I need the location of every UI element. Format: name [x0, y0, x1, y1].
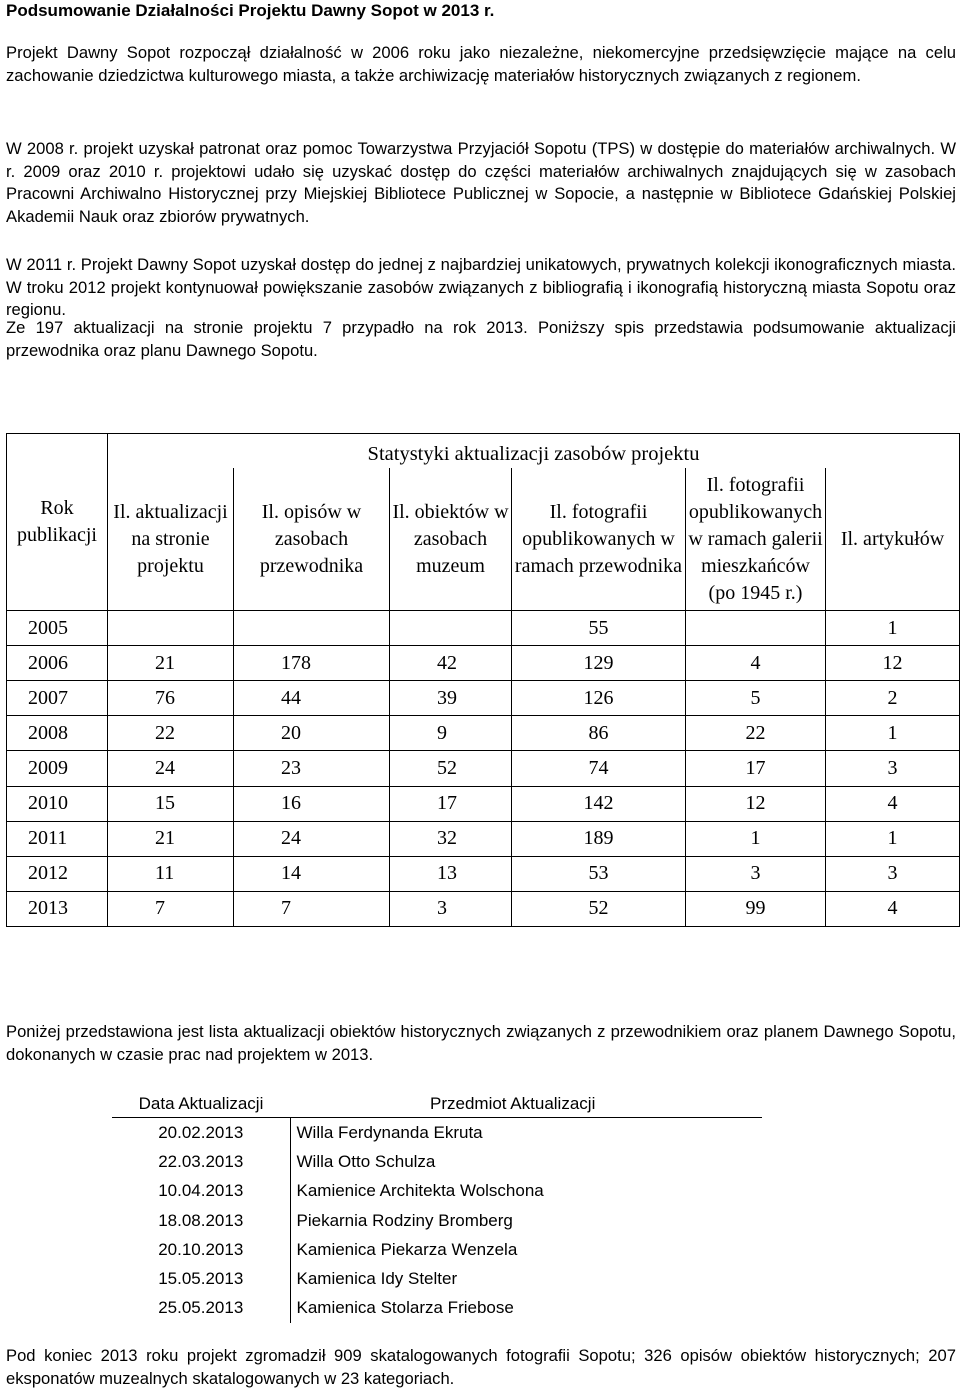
- value-cell: 3: [826, 751, 960, 786]
- value-cell: 14: [234, 856, 390, 891]
- value-cell: 17: [686, 751, 826, 786]
- value-cell: 76: [108, 681, 234, 716]
- value-cell: 126: [512, 681, 686, 716]
- value-cell: [390, 611, 512, 646]
- table-row: [112, 1235, 762, 1264]
- year-cell: 2013: [7, 891, 108, 926]
- value-cell: 44: [234, 681, 390, 716]
- value-cell: 129: [512, 646, 686, 681]
- value-cell: 15: [108, 786, 234, 821]
- year-cell: 2010: [7, 786, 108, 821]
- header-update-date: Data Aktualizacji: [112, 1090, 290, 1118]
- table-row: [7, 856, 960, 891]
- year-cell: 2006: [7, 646, 108, 681]
- value-cell: 74: [512, 751, 686, 786]
- value-cell: 39: [390, 681, 512, 716]
- table-row: [7, 751, 960, 786]
- value-cell: 7: [108, 891, 234, 926]
- value-cell: [686, 611, 826, 646]
- value-cell: 2: [826, 681, 960, 716]
- value-cell: 9: [390, 716, 512, 751]
- value-cell: [108, 611, 234, 646]
- update-date-cell: 25.05.2013: [112, 1294, 290, 1323]
- value-cell: 7: [234, 891, 390, 926]
- value-cell: 17: [390, 786, 512, 821]
- table-row: [7, 716, 960, 751]
- stats-table-container: [6, 433, 959, 927]
- header-year: Rok publikacji: [7, 434, 108, 611]
- stats-table-caption: Statystyki aktualizacji zasobów projektu: [108, 434, 960, 469]
- update-date-cell: 15.05.2013: [112, 1264, 290, 1293]
- value-cell: 20: [234, 716, 390, 751]
- year-cell: 2012: [7, 856, 108, 891]
- value-cell: 22: [108, 716, 234, 751]
- value-cell: 142: [512, 786, 686, 821]
- value-cell: 1: [826, 611, 960, 646]
- value-cell: 53: [512, 856, 686, 891]
- intro-paragraph: Projekt Dawny Sopot rozpoczął działalność w 2006 roku jako niezależne, niekomercyjne przedsięwzięcie mające na celu zachowanie dziedzictwa kulturowego miasta, a także archiwizację materiałów historycznych związanych z regionem.: [6, 43, 956, 85]
- year-cell: 2011: [7, 821, 108, 856]
- update-subject-cell: Willa Otto Schulza: [296, 1151, 436, 1171]
- value-cell: 5: [686, 681, 826, 716]
- header-update-subject: Przedmiot Aktualizacji: [290, 1090, 762, 1118]
- update-subject-cell: Kamienica Piekarza Wenzela: [296, 1239, 518, 1259]
- header-updates: Il. aktualizacji na stronie projektu: [108, 468, 234, 611]
- update-subject-cell: Piekarnia Rodziny Bromberg: [296, 1210, 513, 1230]
- value-cell: 11: [108, 856, 234, 891]
- page-title: Podsumowanie Działalności Projektu Dawny Sopot w 2013 r.: [6, 1, 495, 20]
- value-cell: 1: [826, 716, 960, 751]
- table-row: [112, 1294, 762, 1323]
- table-row: [112, 1264, 762, 1293]
- update-subject-cell: Kamienice Architekta Wolschona: [296, 1181, 544, 1201]
- table-row: [112, 1206, 762, 1235]
- value-cell: 24: [108, 751, 234, 786]
- update-date-cell: 10.04.2013: [112, 1177, 290, 1206]
- value-cell: 24: [234, 821, 390, 856]
- updates-table: [112, 1090, 762, 1323]
- value-cell: 52: [512, 891, 686, 926]
- update-date-cell: 20.10.2013: [112, 1235, 290, 1264]
- value-cell: 4: [686, 646, 826, 681]
- update-subject-cell: Kamienica Idy Stelter: [296, 1269, 458, 1289]
- updates-table-container: [112, 1090, 762, 1323]
- table-row: [7, 681, 960, 716]
- value-cell: 52: [390, 751, 512, 786]
- update-subject-cell: Willa Ferdynanda Ekruta: [296, 1122, 483, 1142]
- table-row: [7, 646, 960, 681]
- table-row: [7, 821, 960, 856]
- value-cell: 32: [390, 821, 512, 856]
- value-cell: 3: [826, 856, 960, 891]
- value-cell: 55: [512, 611, 686, 646]
- header-museum-objects: Il. obiektów w zasobach muzeum: [390, 468, 512, 611]
- update-date-cell: 20.02.2013: [112, 1118, 290, 1148]
- value-cell: 13: [390, 856, 512, 891]
- header-guide-descriptions: Il. opisów w zasobach przewodnika: [234, 468, 390, 611]
- value-cell: 23: [234, 751, 390, 786]
- value-cell: 178: [234, 646, 390, 681]
- table-row: [112, 1118, 762, 1148]
- table-row: [7, 611, 960, 646]
- year-cell: 2009: [7, 751, 108, 786]
- value-cell: 3: [686, 856, 826, 891]
- value-cell: 42: [390, 646, 512, 681]
- value-cell: 12: [686, 786, 826, 821]
- value-cell: 21: [108, 646, 234, 681]
- year-cell: 2007: [7, 681, 108, 716]
- value-cell: 1: [826, 821, 960, 856]
- value-cell: 189: [512, 821, 686, 856]
- value-cell: 1: [686, 821, 826, 856]
- value-cell: 4: [826, 786, 960, 821]
- table-row: [112, 1147, 762, 1176]
- update-subject-cell: Kamienica Stolarza Friebose: [296, 1298, 514, 1318]
- update-date-cell: 18.08.2013: [112, 1206, 290, 1235]
- header-gallery-photos: Il. fotografii opublikowanych w ramach galerii mieszkańców (po 1945 r.): [686, 468, 826, 611]
- updates-intro-paragraph: Poniżej przedstawiona jest lista aktualizacji obiektów historycznych związanych z przewodnikiem oraz planem Dawnego Sopotu, dokonanych w czasie prac nad projektem w 2013.: [6, 1022, 956, 1064]
- value-cell: 3: [390, 891, 512, 926]
- value-cell: 86: [512, 716, 686, 751]
- header-guide-photos: Il. fotografii opublikowanych w ramach przewodnika: [512, 468, 686, 611]
- value-cell: 4: [826, 891, 960, 926]
- value-cell: 12: [826, 646, 960, 681]
- value-cell: 16: [234, 786, 390, 821]
- table-row: [7, 786, 960, 821]
- table-row: [112, 1177, 762, 1206]
- closing-paragraph: Pod koniec 2013 roku projekt zgromadził 909 skatalogowanych fotografii Sopotu; 326 opisów obiektów historycznych; 207 eksponatów muzealnych skatalogowanych w 23 kategoriach.: [6, 1346, 956, 1388]
- update-date-cell: 22.03.2013: [112, 1147, 290, 1176]
- header-articles: Il. artykułów: [826, 468, 960, 611]
- value-cell: 99: [686, 891, 826, 926]
- history-paragraph-2008: W 2008 r. projekt uzyskał patronat oraz pomoc Towarzystwa Przyjaciół Sopotu (TPS) w dostępie do materiałów archiwalnych. W r. 2009 oraz 2010 r. projektowi udało się uzyskać dostęp do części materiałów archiwalnych znajdujących się w zasobach Pracowni Archiwalno Historycznej przy Miejskiej Bibliotece Publicznej w Sopocie, a następnie w Bibliotece Gdańskiej Polskiej Akademii Nauk oraz zbiorów prywatnych.: [6, 139, 956, 226]
- stats-table: [6, 433, 960, 927]
- value-cell: 22: [686, 716, 826, 751]
- value-cell: [234, 611, 390, 646]
- year-cell: 2005: [7, 611, 108, 646]
- summary-intro-paragraph: Ze 197 aktualizacji na stronie projektu 7 przypadło na rok 2013. Poniższy spis przedstawia podsumowanie aktualizacji przewodnika oraz planu Dawnego Sopotu.: [6, 318, 956, 360]
- year-cell: 2008: [7, 716, 108, 751]
- value-cell: 21: [108, 821, 234, 856]
- table-row: [7, 891, 960, 926]
- history-paragraph-2011: W 2011 r. Projekt Dawny Sopot uzyskał dostęp do jednej z najbardziej unikatowych, prywatnych kolekcji ikonograficznych miasta. W troku 2012 projekt kontynuował powiększanie zasobów związanych z bibliografią i ikonografią historyczną miasta Sopotu oraz regionu.: [6, 255, 956, 319]
